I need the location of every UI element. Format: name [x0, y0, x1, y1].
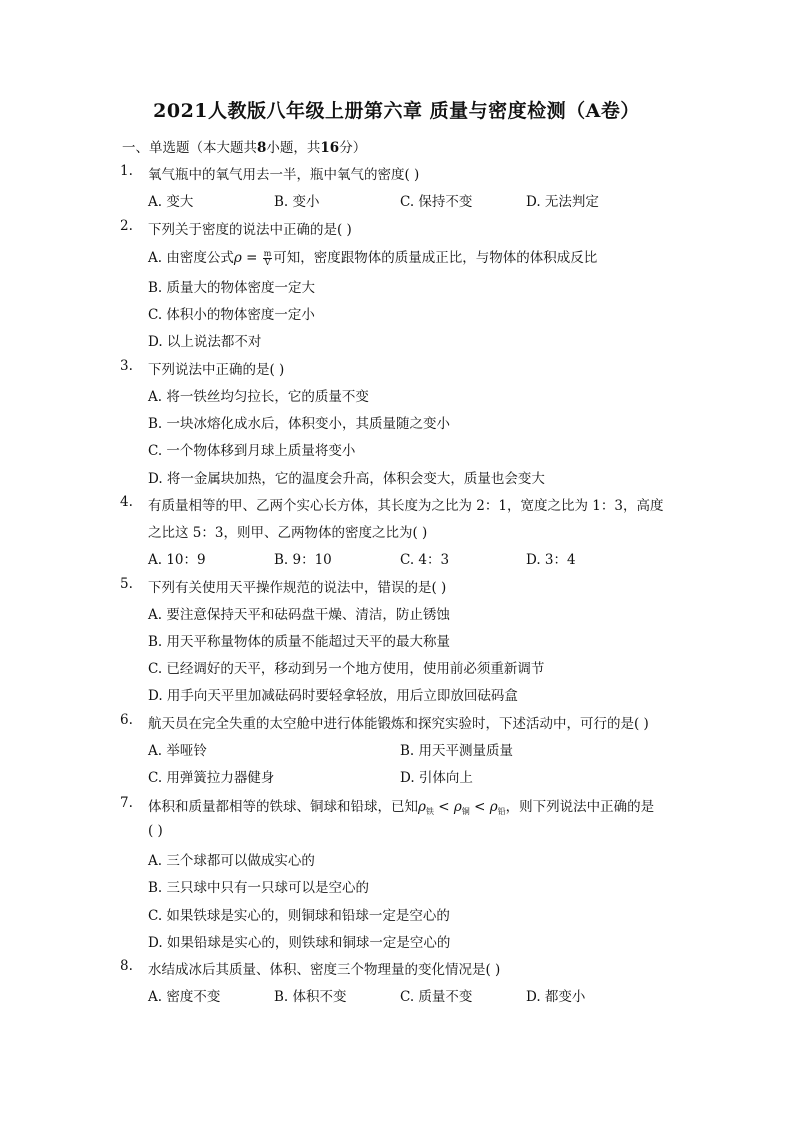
section-heading: 一、单选题（本大题共8小题，共16分） — [122, 140, 367, 156]
density-fraction: $\frac{m}{V}$ — [263, 249, 272, 267]
question-number: 8. — [120, 958, 133, 974]
question-number: 5. — [120, 576, 133, 592]
option-a: A. 变大 — [148, 194, 194, 210]
question-number: 6. — [120, 712, 133, 728]
option-b: B. 三只球中只有一只球可以是空心的 — [148, 880, 370, 896]
option-d: D. 将一金属块加热，它的温度会升高，体积会变大，质量也会变大 — [148, 471, 545, 487]
option-c: C. 4：3 — [400, 552, 450, 568]
option-d: D. 都变小 — [526, 989, 586, 1005]
option-d: D. 如果铅球是实心的，则铁球和铜球一定是空心的 — [148, 935, 451, 951]
option-b: B. 变小 — [274, 194, 320, 210]
option-a: A. 密度不变 — [148, 989, 221, 1005]
option-a: A. 三个球都可以做成实心的 — [148, 853, 315, 869]
option-b: B. 用天平称量物体的质量不能超过天平的最大称量 — [148, 634, 451, 650]
option-c: C. 已经调好的天平，移动到另一个地方使用，使用前必须重新调节 — [148, 661, 545, 677]
option-d: D. 3：4 — [526, 552, 576, 568]
option-c: C. 体积小的物体密度一定小 — [148, 307, 315, 323]
question-text-continued: ( ) — [148, 823, 163, 839]
question-text: 体积和质量都相等的铁球、铜球和铅球，已知$\rho_铁 < \rho_铜 < \rho_铅$，则下列说法中正确的是 — [148, 799, 655, 816]
option-c: C. 如果铁球是实心的，则铜球和铅球一定是空心的 — [148, 908, 450, 924]
option-b: B. 一块冰熔化成水后，体积变小，其质量随之变小 — [148, 416, 451, 432]
option-a: A. 10：9 — [148, 552, 206, 568]
option-a: A. 要注意保持天平和砝码盘干燥、清洁，防止锈蚀 — [148, 607, 450, 623]
option-d: D. 无法判定 — [526, 194, 599, 210]
question-text: 下列有关使用天平操作规范的说法中，错误的是( ) — [148, 580, 447, 596]
option-b: B. 质量大的物体密度一定大 — [148, 280, 316, 296]
option-c: C. 质量不变 — [400, 989, 473, 1005]
question-text: 水结成冰后其质量、体积、密度三个物理量的变化情况是( ) — [148, 962, 501, 978]
question-text: 氧气瓶中的氧气用去一半，瓶中氧气的密度( ) — [148, 167, 420, 183]
question-text-continued: 之比这 5：3，则甲、乙两物体的密度之比为( ) — [148, 525, 428, 541]
option-b: B. 用天平测量质量 — [400, 743, 514, 759]
option-c: C. 保持不变 — [400, 194, 473, 210]
option-d: D. 以上说法都不对 — [148, 334, 262, 350]
question-text: 航天员在完全失重的太空舱中进行体能锻炼和探究实验时，下述活动中，可行的是( ) — [148, 716, 649, 732]
question-number: 7. — [120, 795, 133, 811]
option-d: D. 用手向天平里加减砝码时要轻拿轻放，用后立即放回砝码盒 — [148, 688, 518, 704]
question-number: 4. — [120, 494, 133, 510]
question-text: 有质量相等的甲、乙两个实心长方体，其长度为之比为 2：1，宽度之比为 1：3，高度 — [148, 498, 664, 514]
option-a: A. 举哑铃 — [148, 743, 207, 759]
question-number: 1. — [120, 163, 133, 179]
option-b: B. 9：10 — [274, 552, 332, 568]
question-number: 3. — [120, 358, 133, 374]
option-d: D. 引体向上 — [400, 770, 473, 786]
page-title: 2021人教版八年级上册第六章 质量与密度检测（A卷） — [153, 100, 640, 122]
question-text: 下列说法中正确的是( ) — [148, 362, 285, 378]
question-number: 2. — [120, 218, 133, 234]
option-a: A. 将一铁丝均匀拉长，它的质量不变 — [148, 389, 369, 405]
option-c: C. 一个物体移到月球上质量将变小 — [148, 443, 356, 459]
question-text: 下列关于密度的说法中正确的是( ) — [148, 222, 352, 238]
option-b: B. 体积不变 — [274, 989, 347, 1005]
option-c: C. 用弹簧拉力器健身 — [148, 770, 275, 786]
option-a: A. 由密度公式ρ = $\frac{m}{V}$ 可知，密度跟物体的质量成正比，与物体的体积成反比 — [148, 249, 598, 267]
